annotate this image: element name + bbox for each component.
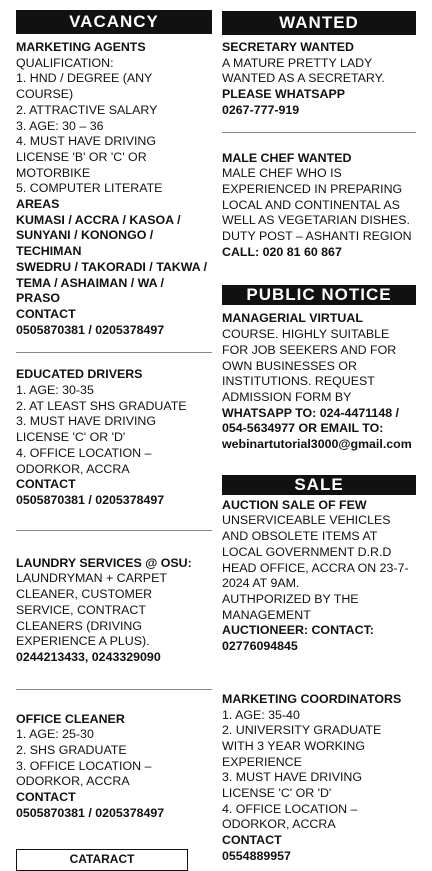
ad-line: EXPERIENCE A PLUS). (16, 634, 150, 649)
ad-line: 2. SHS GRADUATE (16, 743, 127, 758)
ad-title: MALE CHEF WANTED (222, 150, 352, 165)
ad-line: WELL AS VEGETARIAN DISHES. (222, 213, 410, 228)
ad-line: DUTY POST – ASHANTI REGION (222, 229, 412, 244)
ad-line: OWN BUSINESSES OR (222, 358, 357, 373)
ad-line: 3. MUST HAVE DRIVING (16, 414, 156, 429)
ad-title: EDUCATED DRIVERS (16, 367, 143, 382)
left-column (16, 0, 212, 822)
ad-title: MARKETING AGENTS (16, 40, 146, 54)
contact-number: 02776094845 (222, 639, 298, 654)
contact-number: 0505870381 / 0205378497 (16, 492, 165, 507)
marketing-agents-ad (16, 40, 212, 338)
contact-label: CONTACT (16, 790, 76, 805)
contact-number: 0267-777-919 (222, 102, 300, 117)
ad-title: MARKETING COORDINATORS (222, 691, 402, 706)
ad-line: 2. AT LEAST SHS GRADUATE (16, 398, 187, 413)
ad-line: A MATURE PRETTY LADY (222, 55, 373, 70)
divider (16, 530, 212, 531)
ad-line: SERVICE, CONTRACT (16, 602, 146, 617)
contact-number: 0244213433, 0243329090 (16, 649, 161, 664)
ad-line: CLEANERS (DRIVING (16, 618, 142, 633)
divider (222, 132, 416, 133)
ad-line: 2024 AT 9AM. (222, 576, 300, 591)
ad-line: EXPERIENCED IN PREPARING (222, 181, 403, 196)
ad-line: 1. HND / DEGREE (ANY (16, 71, 153, 86)
area-line: SWEDRU / TAKORADI / TAKWA / (16, 259, 208, 274)
ad-line: AND OBSOLETE ITEMS AT (222, 529, 378, 544)
ad-line: COURSE) (16, 87, 74, 102)
contact-label: CONTACT (16, 477, 76, 492)
ad-line: INSTITUTIONS. REQUEST (222, 374, 375, 389)
ad-line: LICENSE 'C' OR 'D' (16, 430, 126, 445)
right-column (222, 0, 416, 865)
area-line: SUNYANI / KONONGO / (16, 228, 154, 243)
ad-line: 1. AGE: 25-30 (16, 727, 94, 742)
male-chef-ad (222, 151, 416, 261)
ad-bold-line: AUCTIONEER: CONTACT: (222, 623, 374, 638)
ad-title: SECRETARY WANTED (222, 40, 354, 54)
ad-line: 4. MUST HAVE DRIVING (16, 134, 156, 149)
ad-bold-line: 054-5634977 OR EMAIL TO: (222, 421, 384, 436)
ad-line: HEAD OFFICE, ACCRA ON 23-7- (222, 560, 409, 575)
contact-label: CONTACT (16, 306, 76, 321)
ad-line: 1. AGE: 35-40 (222, 707, 300, 722)
divider (16, 689, 212, 690)
ad-line: 1. AGE: 30-35 (16, 383, 94, 398)
cataract-header: CATARACT (16, 849, 188, 871)
ad-line: EXPERIENCE (222, 754, 302, 769)
ad-line: ADMISSION FORM BY (222, 389, 352, 404)
ad-line: QUALIFICATION: (16, 55, 114, 70)
ad-line: MALE CHEF WHO IS (222, 166, 342, 181)
ad-line: CLEANER, CUSTOMER (16, 587, 153, 602)
ad-line: UNSERVICEABLE VEHICLES (222, 513, 391, 528)
ad-line: 3. OFFICE LOCATION – (16, 758, 152, 773)
secretary-wanted-ad (222, 40, 416, 119)
auction-sale-ad (222, 498, 416, 655)
area-line: TECHIMAN (16, 244, 82, 259)
ad-title: AUCTION SALE OF FEW (222, 497, 367, 512)
email-address: webinartutorial3000@gmail.com (222, 437, 412, 452)
ad-line: 3. AGE: 30 – 36 (16, 118, 104, 133)
ad-line: LOCAL GOVERNMENT D.R.D (222, 544, 392, 559)
contact-number: 0505870381 / 0205378497 (16, 805, 165, 820)
ad-title: LAUNDRY SERVICES @ OSU: (16, 555, 192, 570)
wanted-header: WANTED (222, 11, 416, 35)
ad-line: LICENSE 'C' OR 'D' (222, 786, 332, 801)
divider (16, 352, 212, 353)
ad-line: ODORKOR, ACCRA (222, 817, 336, 832)
office-cleaner-ad (16, 712, 212, 822)
ad-line: AUTHPORIZED BY THE (222, 591, 359, 606)
ad-line: COURSE. HIGHLY SUITABLE (222, 327, 390, 342)
ad-line: 3. MUST HAVE DRIVING (222, 770, 362, 785)
ad-line: 2. ATTRACTIVE SALARY (16, 102, 158, 117)
ad-line: LAUNDRYMAN + CARPET (16, 571, 167, 586)
educated-drivers-ad (16, 367, 212, 508)
vacancy-header: VACANCY (16, 10, 212, 34)
ad-line: LOCAL AND CONTINENTAL AS (222, 197, 400, 212)
managerial-course-ad (222, 311, 416, 452)
ad-line: WITH 3 YEAR WORKING (222, 738, 365, 753)
ad-line: MOTORBIKE (16, 165, 91, 180)
ad-line: 4. OFFICE LOCATION – (222, 801, 358, 816)
marketing-coordinators-ad (222, 692, 416, 865)
ad-title: OFFICE CLEANER (16, 711, 125, 726)
ad-line: MANAGEMENT (222, 607, 311, 622)
area-line: KUMASI / ACCRA / KASOA / (16, 212, 181, 227)
contact-number: 0505870381 / 0205378497 (16, 322, 165, 337)
call-to-action: PLEASE WHATSAPP (222, 87, 345, 102)
ad-line: WANTED AS A SECRETARY. (222, 71, 385, 86)
ad-line: 5. COMPUTER LITERATE (16, 181, 163, 196)
ad-line: 4. OFFICE LOCATION – (16, 445, 152, 460)
ad-line: FOR JOB SEEKERS AND FOR (222, 342, 397, 357)
ad-line: 2. UNIVERSITY GRADUATE (222, 723, 382, 738)
ad-bold-line: WHATSAPP TO: 024-4471148 / (222, 405, 399, 420)
contact-number: 0554889957 (222, 848, 291, 863)
ad-title: MANAGERIAL VIRTUAL (222, 311, 363, 326)
areas-label: AREAS (16, 197, 60, 212)
public-notice-header: PUBLIC NOTICE (222, 285, 416, 305)
contact-number: CALL: 020 81 60 867 (222, 244, 342, 259)
area-line: TEMA / ASHAIMAN / WA / (16, 275, 164, 290)
laundry-services-ad (16, 556, 212, 666)
area-line: PRASO (16, 291, 61, 306)
ad-line: LICENSE 'B' OR 'C' OR (16, 149, 147, 164)
ad-line: ODORKOR, ACCRA (16, 461, 130, 476)
sale-header: SALE (222, 475, 416, 495)
contact-label: CONTACT (222, 833, 282, 848)
ad-line: ODORKOR, ACCRA (16, 774, 130, 789)
